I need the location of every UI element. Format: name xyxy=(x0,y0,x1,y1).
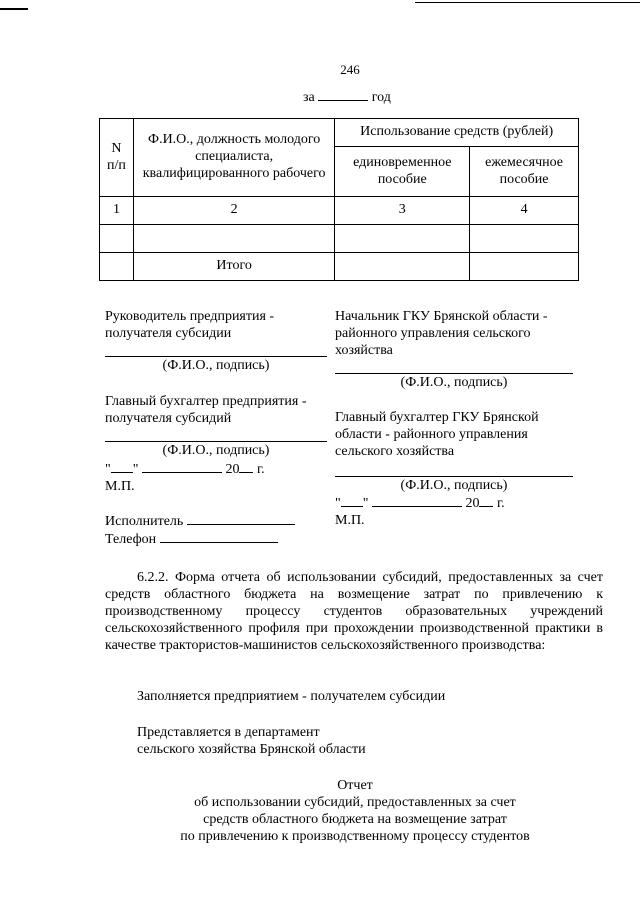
left-head-title: Руководитель предприятия - получателя субсидии xyxy=(105,309,275,341)
right-date-year-suffix: г. xyxy=(496,496,505,511)
col-header-lump-sum: единовременное пособие xyxy=(335,147,470,197)
right-date-quote-open: " xyxy=(335,496,341,511)
submitted-to-line-1: Представляется в департамент xyxy=(137,725,320,740)
top-rule-right xyxy=(415,2,640,3)
table-cell xyxy=(100,225,134,253)
left-date-year-suffix: г. xyxy=(256,462,265,477)
table-cell xyxy=(470,225,579,253)
left-stamp-place: М.П. xyxy=(105,479,135,494)
right-date-quote-close: " xyxy=(362,496,369,511)
period-prefix: за xyxy=(303,90,315,105)
right-date-day-blank xyxy=(341,494,363,507)
left-date-year: 20 xyxy=(225,462,240,477)
col-number-4: 4 xyxy=(470,197,579,225)
col-header-fio: Ф.И.О., должность молодого специалиста, квалифицированного рабочего xyxy=(133,119,335,197)
phone-label: Телефон xyxy=(105,532,157,547)
left-date-day-blank xyxy=(111,460,133,473)
table-cell xyxy=(335,225,470,253)
right-date-year-blank xyxy=(479,494,493,507)
executor-blank xyxy=(187,512,295,525)
report-subtitle-3: по привлечению к производственному процессу студентов xyxy=(180,829,530,844)
page-number: 246 xyxy=(340,62,360,77)
right-date-line xyxy=(335,494,505,512)
total-label: Итого xyxy=(133,253,335,281)
top-rule-left xyxy=(0,8,28,10)
right-date-month-blank xyxy=(372,494,462,507)
left-accountant-title: Главный бухгалтер предприятия - получателя субсидий xyxy=(105,394,307,426)
right-head-title: Начальник ГКУ Брянской области - районного управления сельского хозяйства xyxy=(335,309,548,358)
usage-table xyxy=(99,118,579,281)
left-date-year-blank xyxy=(239,460,253,473)
section-paragraph: 6.2.2. Форма отчета об использовании субсидий, предоставленных за счет средств областного бюджета на возмещение затрат по привлечению к производственному процессу студентов образовательных учреждений сельскохозяйственного профиля при прохождении производственной практики в качестве трактористов-машинистов сельскохозяйственного производства: xyxy=(105,570,603,653)
report-subtitle-1: об использовании субсидий, предоставленных за счет xyxy=(194,795,516,810)
report-title: Отчет xyxy=(337,778,373,793)
col-header-number: N п/п xyxy=(100,119,134,197)
right-stamp-place: М.П. xyxy=(335,513,365,528)
table-cell xyxy=(470,253,579,281)
executor-line xyxy=(105,512,295,530)
col-number-1: 1 xyxy=(100,197,134,225)
period-blank xyxy=(318,88,368,101)
phone-blank xyxy=(160,530,278,543)
left-date-line xyxy=(105,460,265,478)
left-date-quote-open: " xyxy=(105,462,111,477)
col-number-3: 3 xyxy=(335,197,470,225)
right-date-year: 20 xyxy=(465,496,480,511)
left-head-signature-caption: (Ф.И.О., подпись) xyxy=(162,358,270,373)
period-suffix: год xyxy=(371,90,391,105)
right-head-signature-caption: (Ф.И.О., подпись) xyxy=(400,375,508,390)
left-accountant-signature-caption: (Ф.И.О., подпись) xyxy=(162,443,270,458)
executor-label: Исполнитель xyxy=(105,514,184,529)
table-row xyxy=(100,225,579,253)
col-number-2: 2 xyxy=(133,197,335,225)
filled-by-line: Заполняется предприятием - получателем субсидии xyxy=(137,689,446,704)
table-cell xyxy=(133,225,335,253)
right-accountant-signature-caption: (Ф.И.О., подпись) xyxy=(400,478,508,493)
col-header-usage: Использование средств (рублей) xyxy=(335,119,579,147)
total-row xyxy=(100,253,579,281)
table-cell xyxy=(335,253,470,281)
report-period xyxy=(303,88,391,107)
left-date-month-blank xyxy=(142,460,222,473)
phone-line xyxy=(105,530,278,548)
left-date-quote-close: " xyxy=(132,462,139,477)
submitted-to-line-2: сельского хозяйства Брянской области xyxy=(137,742,366,757)
col-header-monthly: ежемесячное пособие xyxy=(470,147,579,197)
table-cell xyxy=(100,253,134,281)
report-subtitle-2: средств областного бюджета на возмещение затрат xyxy=(203,812,507,827)
right-accountant-title: Главный бухгалтер ГКУ Брянской области - районного управления сельского хозяйства xyxy=(335,410,539,459)
